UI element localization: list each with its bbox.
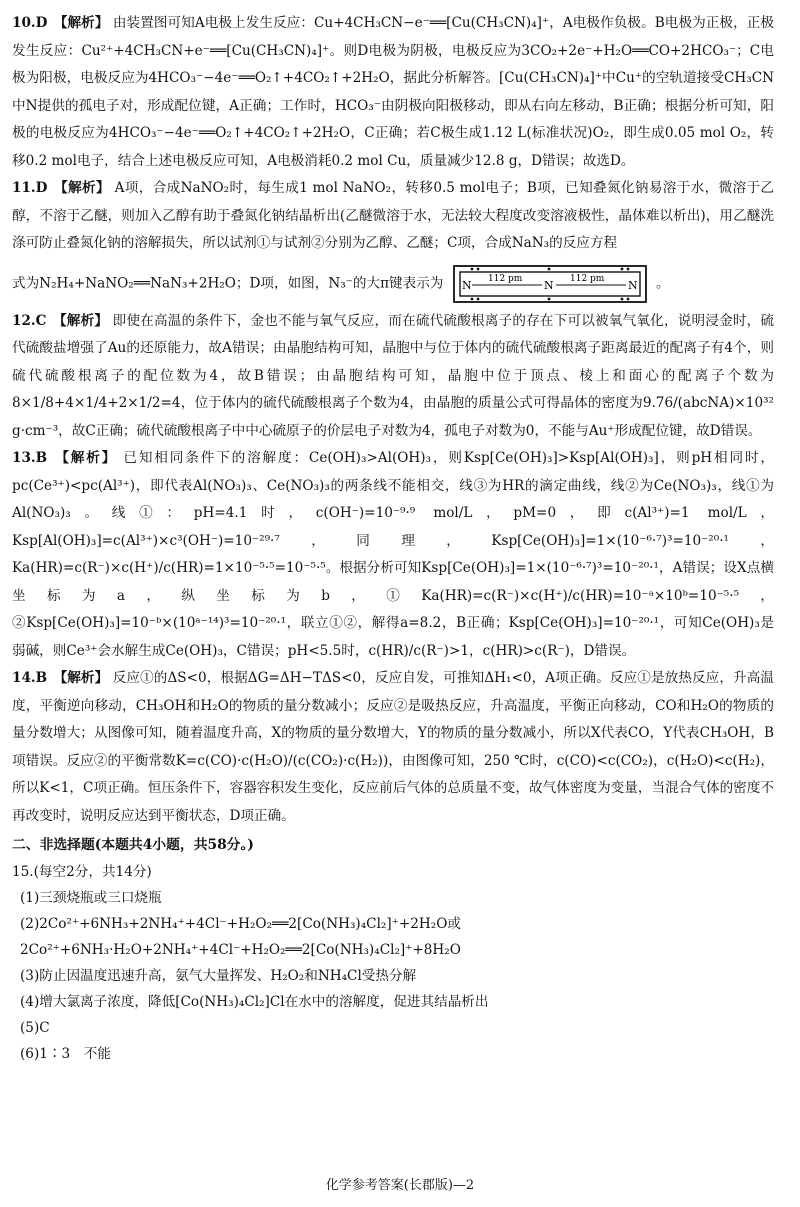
answer-line: (2)2Co²⁺+6NH₃+2NH₄⁺+4Cl⁻+H₂O₂══2[Co(NH₃)₄Cl₂]⁺+2H₂O或2Co²⁺+6NH₃·H₂O+2NH₄⁺+4Cl⁻+H₂O₂══2[Co(NH₃)₄Cl₂]⁺+8H₂O [20,916,461,958]
analysis-tag: 【解析】 [54,180,110,196]
bond-length-label: 112 pm [487,273,523,284]
answer-line: (4)增大氯离子浓度，降低[Co(NH₃)₄Cl₂]Cl在水中的溶解度，促进其结晶析出 [20,994,489,1010]
item-text: A项，合成NaNO₂时，每生成1 mol NaNO₂，转移0.5 mol电子；B项，已知叠氮化钠易溶于水，微溶于乙醇，不溶于乙醚，则加入乙醇有助于叠氮化钠结晶析出(乙醚微溶于水，无法较大程度改变溶液极性，晶体难以析出)，用乙醚洗涤可防止叠氮化钠的溶解损失，所以试剂①与试剂②分别为乙醇、乙醚；C项，合成NaN₃的反应方程 [12,180,775,251]
electron-dot [470,267,473,270]
atom-label: N [543,278,554,292]
atom-label: N [627,278,638,292]
answer-line: (5)C [20,1020,50,1036]
analysis-tag: 【解析】 [53,15,109,31]
electron-dot [620,267,623,270]
answer-item-14 [12,665,774,830]
analysis-tag: 【解析】 [53,312,109,329]
answer-item-10 [12,10,774,175]
item-text: 即使在高温的条件下，金也不能与氧气反应，而在硫代硫酸根离子的存在下可以被氧气氧化，说明浸金时，硫代硫酸盐增强了Au的还原能力，故A错误；由晶胞结构可知，晶胞中与位于体内的硫代硫酸根离子距离最近的配离子有4个，则硫代硫酸根离子的配位数为4，故B错误；由晶胞结构可知，晶胞中位于顶点、棱上和面心的配离子个数为8×1/8+4×1/4+2×1/2=4，位于体内的硫代硫酸根离子个数为4，由晶胞的质量公式可得晶体的密度为9.76/(abcNA)×10³² g·cm⁻³，故C正确；硫代硫酸根离子中中心硫原子的价层电子对数为4，孤电子对数为0，不能与Au⁺形成配位键，故D错误。 [12,312,775,439]
answer-line: (6)1∶3 不能 [20,1046,111,1062]
item-number: 11.D [12,180,48,196]
section-heading: 二、非选择题(本题共4小题，共58分。) [12,837,254,853]
item-text-tail-end: 。 [656,275,670,291]
answer-line: (1)三颈烧瓶或三口烧瓶 [20,890,162,906]
electron-dot [626,267,629,270]
electron-dot [547,267,550,270]
electron-dot [470,297,473,300]
electron-dot [626,297,629,300]
item-text: 已知相同条件下的溶解度：Ce(OH)₃>Al(OH)₃，则Ksp[Ce(OH)₃]>Ksp[Al(OH)₃]，则pH相同时，pc(Ce³⁺)<pc(Al³⁺)，即代表Al(NO₃)₃、Ce(NO₃)₃的两条线不能相交，线③为HR的滴定曲线，线②为Ce(NO₃)₃，线①为Al(NO₃)₃。线①：pH=4.1时，c(OH⁻)=10⁻⁹·⁹ mol/L，pM=0，即c(Al³⁺)=1 mol/L，Ksp[Al(OH)₃]=c(Al³⁺)×c³(OH⁻)=10⁻²⁹·⁷，同理，Ksp[Ce(OH)₃]=1×(10⁻⁶·⁷)³=10⁻²⁰·¹，Ka(HR)=c(R⁻)×c(H⁺)/c(HR)=1×10⁻⁵·⁵=10⁻⁵·⁵。根据分析可知Ksp[Ce(OH)₃]=1×(10⁻⁶·⁷)³=10⁻²⁰·¹，A错误；设X点横坐标为a，纵坐标为b，①Ka(HR)=c(R⁻)×c(H⁺)/c(HR)=10⁻ᵃ×10ᵇ=10⁻⁵·⁵，②Ksp[Ce(OH)₃]=10⁻ᵇ×(10ᵃ⁻¹⁴)³=10⁻²⁰·¹，联立①②，解得a=8.2，B正确；Ksp[Ce(OH)₃]=10⁻²⁰·¹，可知Ce(OH)₃是弱碱，则Ce³⁺会水解生成Ce(OH)₃，C错误；pH<5.5时，c(HR)/c(R⁻)>1，c(HR)>c(R⁻)，D错误。 [12,450,775,659]
item-text: 反应①的ΔS<0，根据ΔG=ΔH−TΔS<0，反应自发，可推知ΔH₁<0，A项正确。反应①是放热反应，升高温度，平衡逆向移动，CH₃OH和H₂O的物质的量分数减小；反应②是吸热反应，升高温度，平衡正向移动，CO和H₂O的物质的量分数增大；从图像可知，随着温度升高，X的物质的量分数增大，Y的物质的量分数减小，所以X代表CO，Y代表CH₃OH，B项错误。反应②的平衡常数K=c(CO)·c(H₂O)/(c(CO₂)·c(H₂))，由图像可知，250 ℃时，c(CO)<c(CO₂)，c(H₂O)<c(H₂)，所以K<1，C项正确。恒压条件下，容器容积发生变化，反应前后气体的总质量不变，故气体密度为变量，当混合气体的密度不再改变时，说明反应达到平衡状态，D项正确。 [12,670,775,824]
item-number: 10.D [12,15,48,31]
electron-dot [476,267,479,270]
item-text-tail: 式为N₂H₄+NaNO₂══NaN₃+2H₂O；D项，如图，N₃⁻的大π键表示为 [12,275,444,291]
electron-dot [620,297,623,300]
pi-bond-structure-figure [452,264,648,304]
electron-dot [547,297,550,300]
item-number: 12.C [12,312,47,329]
bond-length-label: 112 pm [569,273,605,284]
answer-item-13 [12,445,774,665]
question-15-header: 15.(每空2分，共14分) [12,864,152,880]
answer-line: (3)防止因温度迅速升高，氨气大量挥发、H₂O₂和NH₄Cl受热分解 [20,968,417,984]
analysis-tag: 【解析】 [53,670,109,686]
answer-item-11 [12,175,774,304]
page-footer: 化学参考答案(长郡版)—2 [325,1178,475,1193]
item-number: 14.B [12,670,48,686]
answer-item-12 [12,308,774,446]
item-text: 由装置图可知A电极上发生反应：Cu+4CH₃CN−e⁻══[Cu(CH₃CN)₄]⁺，A电极作负极。B电极为正极，正极发生反应：Cu²⁺+4CH₃CN+e⁻══[Cu(CH₃CN)₄]⁺。则D电极为阴极，电极反应为3CO₂+2e⁻+H₂O══CO+2HCO₃⁻；C电极为阳极，电极反应为4HCO₃⁻−4e⁻══O₂↑+4CO₂↑+2H₂O，据此分析解答。[Cu(CH₃CN)₄]⁺中Cu⁺的空轨道接受CH₃CN中N提供的孤电子对，形成配位键，A正确；工作时，HCO₃⁻由阴极向阳极移动，即从右向左移动，B正确；根据分析可知，阳极的电极反应为4HCO₃⁻−4e⁻══O₂↑+4CO₂↑+2H₂O，C正确；若C极生成1.12 L(标准状况)O₂，即生成0.05 mol O₂，转移0.2 mol电子，结合上述电极反应可知，A电极消耗0.2 mol Cu，质量减少12.8 g，D错误；故选D。 [12,15,774,169]
electron-dot [476,297,479,300]
item-number: 13.B [12,450,48,466]
atom-label: N [461,278,472,292]
analysis-tag: 【解析】 [55,450,118,466]
